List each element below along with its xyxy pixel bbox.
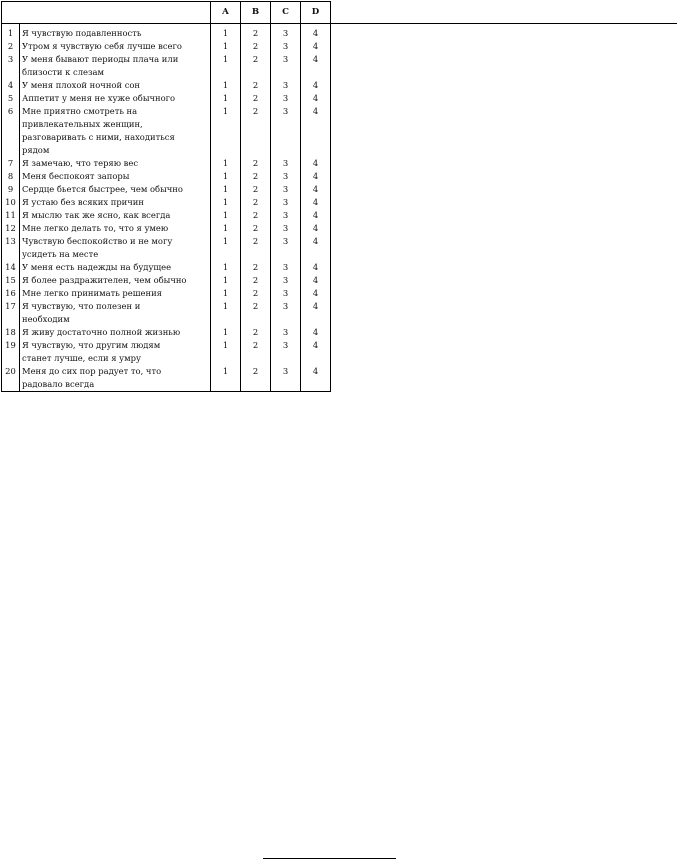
item-statement — [20, 326, 211, 339]
item-statement — [20, 170, 211, 183]
option-a-value: 1 — [211, 222, 241, 235]
item-statement — [20, 105, 211, 157]
footnote-rule — [263, 858, 396, 859]
option-a-value: 1 — [211, 196, 241, 209]
option-d-value: 4 — [301, 287, 331, 300]
table-body — [2, 24, 331, 392]
option-b-value: 2 — [241, 53, 271, 79]
item-statement — [20, 53, 211, 79]
statement-line: Мне приятно смотреть на — [22, 106, 138, 116]
option-a-value: 1 — [211, 287, 241, 300]
option-a-value: 1 — [211, 261, 241, 274]
statement-line: Я замечаю, что теряю вес — [22, 158, 139, 168]
option-b-value: 2 — [241, 287, 271, 300]
item-statement — [20, 365, 211, 392]
statement-line: необходим — [22, 314, 70, 324]
option-c-value: 3 — [271, 196, 301, 209]
item-number: 19 — [2, 339, 20, 365]
option-c-value: 3 — [271, 365, 301, 392]
statement-line: Я живу достаточно полной жизнью — [22, 327, 181, 337]
option-d-value: 4 — [301, 92, 331, 105]
option-a-value: 1 — [211, 79, 241, 92]
statement-line: рядом — [22, 145, 50, 155]
table-row — [2, 170, 331, 183]
option-b-value: 2 — [241, 170, 271, 183]
option-a-value: 1 — [211, 105, 241, 157]
option-a-value: 1 — [211, 183, 241, 196]
statement-line: станет лучше, если я умру — [22, 353, 141, 363]
statement-line: Мне легко принимать решения — [22, 288, 162, 298]
item-number: 5 — [2, 92, 20, 105]
option-d-value: 4 — [301, 274, 331, 287]
table-row — [2, 261, 331, 274]
table-row — [2, 157, 331, 170]
option-a-value: 1 — [211, 339, 241, 365]
option-a-value: 1 — [211, 326, 241, 339]
item-statement — [20, 157, 211, 170]
option-b-value: 2 — [241, 105, 271, 157]
item-number: 16 — [2, 287, 20, 300]
item-statement — [20, 274, 211, 287]
option-c-value: 3 — [271, 235, 301, 261]
option-a-value: 1 — [211, 274, 241, 287]
table-row — [2, 196, 331, 209]
option-d-value: 4 — [301, 235, 331, 261]
option-c-value: 3 — [271, 105, 301, 157]
option-b-value: 2 — [241, 183, 271, 196]
option-c-value: 3 — [271, 274, 301, 287]
option-b-value: 2 — [241, 79, 271, 92]
item-statement — [20, 209, 211, 222]
item-number: 6 — [2, 105, 20, 157]
option-b-value: 2 — [241, 235, 271, 261]
statement-line: Аппетит у меня не хуже обычного — [22, 93, 176, 103]
item-statement — [20, 235, 211, 261]
item-number: 2 — [2, 40, 20, 53]
option-b-value: 2 — [241, 326, 271, 339]
option-d-value: 4 — [301, 170, 331, 183]
option-c-value: 3 — [271, 24, 301, 41]
statement-line: Я устаю без всяких причин — [22, 197, 144, 207]
option-b-value: 2 — [241, 40, 271, 53]
option-b-value: 2 — [241, 339, 271, 365]
column-header-b: B — [241, 2, 271, 24]
option-d-value: 4 — [301, 365, 331, 392]
item-number: 4 — [2, 79, 20, 92]
option-b-value: 2 — [241, 196, 271, 209]
option-b-value: 2 — [241, 222, 271, 235]
option-a-value: 1 — [211, 300, 241, 326]
item-number: 14 — [2, 261, 20, 274]
table-row — [2, 209, 331, 222]
statement-line: близости к слезам — [22, 67, 105, 77]
option-b-value: 2 — [241, 365, 271, 392]
item-statement — [20, 183, 211, 196]
item-number: 15 — [2, 274, 20, 287]
item-number: 7 — [2, 157, 20, 170]
option-b-value: 2 — [241, 157, 271, 170]
item-number: 20 — [2, 365, 20, 392]
option-c-value: 3 — [271, 92, 301, 105]
option-d-value: 4 — [301, 105, 331, 157]
item-statement — [20, 24, 211, 41]
table-row — [2, 300, 331, 326]
statement-line: усидеть на месте — [22, 249, 99, 259]
table-row — [2, 274, 331, 287]
option-d-value: 4 — [301, 300, 331, 326]
statement-line: Я мыслю так же ясно, как всегда — [22, 210, 171, 220]
column-header-c: C — [271, 2, 301, 24]
statement-line: Я более раздражителен, чем обычно — [22, 275, 187, 285]
statement-line: Мне легко делать то, что я умею — [22, 223, 169, 233]
header-blank-cell — [2, 2, 211, 24]
option-b-value: 2 — [241, 300, 271, 326]
statement-line: разговаривать с ними, находиться — [22, 132, 175, 142]
table-row — [2, 326, 331, 339]
item-number: 10 — [2, 196, 20, 209]
option-b-value: 2 — [241, 92, 271, 105]
item-statement — [20, 92, 211, 105]
column-header-a: A — [211, 2, 241, 24]
statement-line: У меня плохой ночной сон — [22, 80, 141, 90]
statement-line: Сердце бьется быстрее, чем обычно — [22, 184, 183, 194]
option-a-value: 1 — [211, 40, 241, 53]
table-row — [2, 53, 331, 79]
statement-line: Меня до сих пор радует то, что — [22, 366, 162, 376]
item-statement — [20, 79, 211, 92]
top-horizontal-rule — [330, 23, 677, 24]
option-a-value: 1 — [211, 365, 241, 392]
option-c-value: 3 — [271, 300, 301, 326]
option-d-value: 4 — [301, 196, 331, 209]
statement-line: Я чувствую, что полезен и — [22, 301, 141, 311]
table-row — [2, 183, 331, 196]
option-c-value: 3 — [271, 79, 301, 92]
option-c-value: 3 — [271, 287, 301, 300]
item-statement — [20, 339, 211, 365]
table-row — [2, 287, 331, 300]
option-b-value: 2 — [241, 261, 271, 274]
statement-line: Меня беспокоят запоры — [22, 171, 130, 181]
table-row — [2, 365, 331, 392]
option-c-value: 3 — [271, 222, 301, 235]
statement-line: привлекательных женщин, — [22, 119, 143, 129]
option-a-value: 1 — [211, 92, 241, 105]
item-statement — [20, 40, 211, 53]
option-d-value: 4 — [301, 157, 331, 170]
option-d-value: 4 — [301, 183, 331, 196]
item-statement — [20, 287, 211, 300]
option-c-value: 3 — [271, 53, 301, 79]
option-a-value: 1 — [211, 157, 241, 170]
item-number: 11 — [2, 209, 20, 222]
option-d-value: 4 — [301, 222, 331, 235]
statement-line: У меня бывают периоды плача или — [22, 54, 179, 64]
table-row — [2, 235, 331, 261]
item-statement — [20, 222, 211, 235]
option-d-value: 4 — [301, 79, 331, 92]
option-c-value: 3 — [271, 326, 301, 339]
option-b-value: 2 — [241, 209, 271, 222]
statement-line: Чувствую беспокойство и не могу — [22, 236, 173, 246]
option-c-value: 3 — [271, 209, 301, 222]
self-rating-scale-table — [1, 1, 331, 392]
statement-line: радовало всегда — [22, 379, 95, 389]
option-d-value: 4 — [301, 339, 331, 365]
option-b-value: 2 — [241, 274, 271, 287]
option-c-value: 3 — [271, 261, 301, 274]
option-a-value: 1 — [211, 53, 241, 79]
option-a-value: 1 — [211, 209, 241, 222]
option-a-value: 1 — [211, 235, 241, 261]
option-d-value: 4 — [301, 53, 331, 79]
option-a-value: 1 — [211, 170, 241, 183]
option-d-value: 4 — [301, 40, 331, 53]
option-c-value: 3 — [271, 170, 301, 183]
table-row — [2, 40, 331, 53]
item-number: 18 — [2, 326, 20, 339]
item-number: 17 — [2, 300, 20, 326]
item-number: 9 — [2, 183, 20, 196]
statement-line: У меня есть надежды на будущее — [22, 262, 172, 272]
statement-line: Я чувствую подавленность — [22, 28, 142, 38]
table-row — [2, 339, 331, 365]
statement-line: Я чувствую, что другим людям — [22, 340, 161, 350]
item-number: 8 — [2, 170, 20, 183]
item-number: 12 — [2, 222, 20, 235]
table-row — [2, 105, 331, 157]
column-header-d: D — [301, 2, 331, 24]
option-c-value: 3 — [271, 40, 301, 53]
option-b-value: 2 — [241, 24, 271, 41]
table-row — [2, 24, 331, 41]
table-header-row — [2, 2, 331, 24]
option-c-value: 3 — [271, 157, 301, 170]
option-c-value: 3 — [271, 339, 301, 365]
option-d-value: 4 — [301, 261, 331, 274]
option-a-value: 1 — [211, 24, 241, 41]
table-row — [2, 92, 331, 105]
table-row — [2, 79, 331, 92]
statement-line: Утром я чувствую себя лучше всего — [22, 41, 182, 51]
option-d-value: 4 — [301, 326, 331, 339]
item-number: 13 — [2, 235, 20, 261]
item-statement — [20, 300, 211, 326]
item-number: 1 — [2, 24, 20, 41]
option-d-value: 4 — [301, 24, 331, 41]
item-statement — [20, 261, 211, 274]
option-d-value: 4 — [301, 209, 331, 222]
table-row — [2, 222, 331, 235]
option-c-value: 3 — [271, 183, 301, 196]
item-number: 3 — [2, 53, 20, 79]
item-statement — [20, 196, 211, 209]
